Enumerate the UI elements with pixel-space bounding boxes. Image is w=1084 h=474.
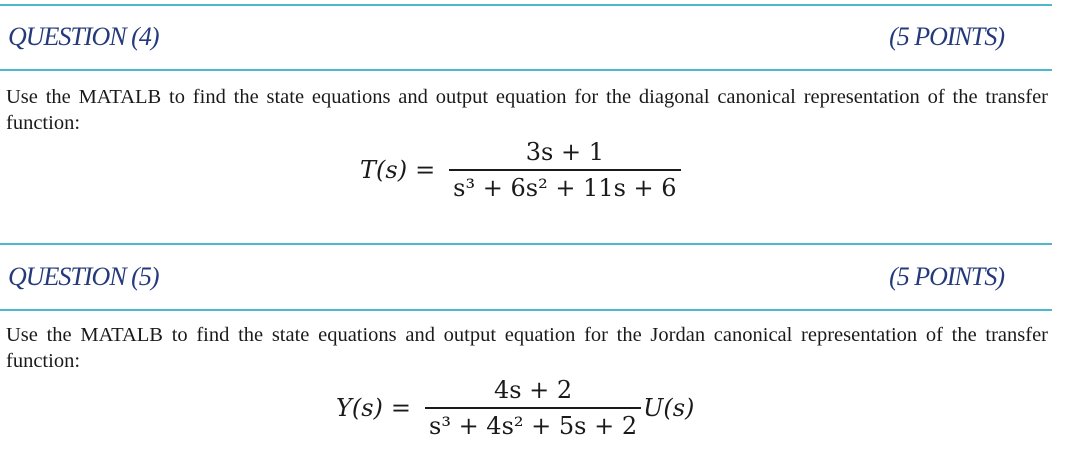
- equation-lhs: Y(s): [336, 394, 383, 422]
- top-rule: [0, 4, 1052, 6]
- fraction: [449, 138, 680, 202]
- question-5-header-rule: [0, 309, 1052, 311]
- equation-lhs: T(s): [360, 156, 408, 184]
- question-5-equation: [336, 376, 694, 440]
- question-4-text: Use the MATALB to find the state equations and output equation for the diagonal canonical representation of the transfer function:: [6, 86, 1048, 134]
- question-4-equation: [360, 138, 687, 202]
- question-4-points: (5 POINTS): [889, 22, 1004, 51]
- numerator: 4s + 2: [493, 376, 573, 404]
- fraction: [425, 376, 641, 440]
- question-5-points: (5 POINTS): [889, 262, 1004, 291]
- equals-sign: =: [415, 156, 436, 184]
- numerator: 3s + 1: [525, 138, 604, 166]
- equals-sign: =: [390, 394, 411, 422]
- equation-rhs: U(s): [643, 394, 695, 422]
- question-5-text: Use the MATALB to find the state equations and output equation for the Jordan canonical representation of the transfer function:: [6, 324, 1048, 372]
- question-5-top-rule: [0, 243, 1052, 245]
- question-5-title: QUESTION (5): [8, 262, 159, 291]
- denominator: s³ + 6s² + 11s + 6: [449, 169, 680, 202]
- question-4-header-rule: [0, 69, 1052, 71]
- denominator: s³ + 4s² + 5s + 2: [425, 407, 641, 440]
- question-4-title: QUESTION (4): [8, 22, 159, 51]
